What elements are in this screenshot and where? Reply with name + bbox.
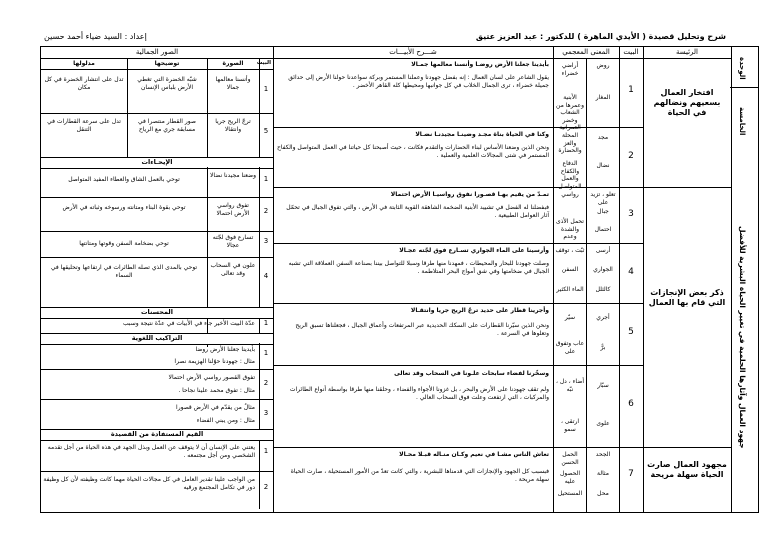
stanza-number-1: 1 bbox=[628, 85, 634, 95]
structure-line: تفوق القصور رواسي الأرض احتمالا bbox=[168, 374, 255, 381]
word: أجري bbox=[596, 314, 610, 321]
header-explanation: شـــرح الأبيـــات bbox=[389, 48, 437, 56]
word: برٌّ bbox=[600, 344, 606, 351]
value-n: 1 bbox=[263, 447, 269, 455]
word: سبّار bbox=[597, 382, 609, 389]
img-row-meaning: تدل على انتشار الخضرة في كل مكان bbox=[44, 76, 124, 91]
stanza-number-5: 5 bbox=[628, 327, 634, 337]
device-image: وضعنا مجيدنا نضالا bbox=[209, 172, 256, 179]
img-col-image: الصورة bbox=[222, 60, 244, 67]
word-meaning: الحمل الحسن bbox=[561, 451, 579, 466]
stanza-verse-4: وأرسينا على الماء الجواري تسـارع فوق لجّته عجـالا bbox=[399, 247, 549, 254]
word-meaning: ارتقى ، سمو bbox=[560, 418, 580, 433]
document-title: شرح وتحليل قصيدة ( الأيدي الماهرة ) للدكتور : عبد العزيز عتيق bbox=[475, 32, 726, 41]
lesson-vertical-strip bbox=[730, 46, 759, 513]
device-image: تسارع فوق لجّته عجالا bbox=[212, 234, 254, 249]
header-main: الرئيسة bbox=[676, 48, 698, 56]
device-text: توحي بضخامة السفن وقوتها ومتانتها bbox=[79, 240, 169, 247]
word-meaning: أراضي خضراء bbox=[561, 62, 579, 77]
word: أرسى bbox=[595, 247, 611, 254]
devices-title: الإيحـاءات bbox=[41, 157, 273, 169]
header-stanza: البيت bbox=[623, 48, 639, 56]
word: كالثلل bbox=[595, 286, 611, 293]
stanza-number-6: 6 bbox=[628, 399, 634, 409]
img-row-explain: شبّه الخضرة التي تغطي الأرض بلباس الإنسان bbox=[137, 76, 197, 91]
word: تعلو ، تزيد على bbox=[590, 191, 616, 206]
img-col-meaning: مدلولها bbox=[73, 60, 95, 67]
stanza-verse-5: وأجرينا قطار على حديد ترجّ الريح جريا وانتقـالا bbox=[410, 307, 549, 314]
device-n: 1 bbox=[263, 175, 269, 183]
stanza-verse-2: وكنا في الحياة بناة مجـد وضينـا مجيدنـا نضـالا bbox=[415, 131, 549, 138]
structure-line: مثال : ومن يبني الفضاء bbox=[196, 417, 255, 424]
device-text: توحي بالعمل الشاق والعطاء المفيد المتواصل bbox=[68, 176, 180, 183]
word-meaning: عاب وتفوق على bbox=[555, 340, 585, 355]
device-image: تفوق رواسي الأرض احتمالا bbox=[216, 202, 250, 217]
word-meaning: الحصول عليه bbox=[559, 470, 581, 485]
img-row-image: ترجّ الريح جريا وانتقالا bbox=[215, 118, 251, 133]
word-meaning: المستحيل bbox=[557, 490, 583, 497]
img-row-meaning: تدل على سرعة القطارات في التنقل bbox=[47, 118, 121, 133]
values-title: القيم المستفادة من القصيدة bbox=[41, 429, 273, 441]
img-row-n: 1 bbox=[263, 85, 269, 93]
table-header bbox=[41, 47, 731, 59]
word: الجحد bbox=[595, 451, 611, 458]
impress-n: 1 bbox=[263, 319, 269, 327]
device-image: علون في السحاب وقد تعالى bbox=[210, 262, 256, 277]
stanza-number-7: 7 bbox=[628, 469, 634, 479]
word-meaning: السفن bbox=[561, 266, 579, 273]
structure-n: 1 bbox=[263, 349, 269, 357]
unit-label: الوحدة bbox=[738, 56, 746, 80]
stanza-verse-1: بأيدينا جعلنا الأرض روضـا وأنسنا معالمها جمـالا bbox=[411, 61, 549, 68]
prepared-by: إعداد : السيد ضياء أحمد حسين bbox=[44, 32, 147, 41]
device-n: 2 bbox=[263, 207, 269, 215]
structure-line: بأيدينا جعلنا الأرض روضا bbox=[195, 346, 255, 353]
lesson-title-vertical: جهود العمال وآثارها الحلمية في تغيير الحياة البشرية للأفضل bbox=[738, 225, 747, 449]
word-meaning: الأبنية وعمرها من الشعاب وخضر العمرانية bbox=[556, 94, 584, 131]
structure-n: 3 bbox=[263, 409, 269, 417]
img-row-image: وأنسنا معالمها جمالا bbox=[215, 76, 251, 91]
main-idea-1: افتخار العمال بسعيهم ونضالهم في الحياة bbox=[653, 88, 721, 117]
stanza-explain-6: ولم تقف جهودنا على الأرض والبحر ، بل غزونا الأجواء والفضاء ، وحلقنا منها طرقا بواسطة أنواع الطائرات والمركبات ، التي ارتفعت وعلت فوق السحاب العالي . bbox=[289, 386, 549, 401]
word: جبال bbox=[597, 208, 609, 215]
word: مجد bbox=[597, 134, 609, 141]
impress-title: المحسنات bbox=[41, 307, 273, 319]
stanza-explain-5: ونحن الذين سيّرنا القطارات على السكك الحديدية عبر المرتفعات وأعماق الجبال ، فجعلناها تسبق الريح وتعلوها في السرعة . bbox=[295, 322, 549, 337]
stanza-number-4: 4 bbox=[628, 267, 634, 277]
word: محل bbox=[597, 490, 609, 497]
stanza-explain-7: فبسبب كل الجهود والإنجازات التي قدمناها للبشرية ، والتي كانت تعدّ من الأمور المستحيلة ، صارت الحياة سهلة مريحة . bbox=[290, 468, 549, 483]
main-idea-3: مجهود العمال صارت الحياة سهلة مريحة bbox=[647, 460, 727, 479]
word: روض bbox=[596, 62, 610, 69]
word-meaning: أضاء ، دل ، نبّه bbox=[555, 378, 585, 393]
word-meaning: الماء الكثير bbox=[556, 286, 584, 293]
stanza-verse-3: تمـدّ من يقيم بهـا قصـورا نفوق رواسيـا الأرض احتمالا bbox=[390, 191, 549, 198]
word-meaning: المحلة والعز والحضارة bbox=[558, 132, 582, 154]
structure-line: مثال : تفوق محمد علينا نجاحا . bbox=[178, 387, 255, 394]
structure-line: مثالٌ من يقدّم في الأرض قصورا bbox=[176, 404, 255, 411]
word: احتمال bbox=[594, 226, 612, 233]
word: المغار bbox=[595, 94, 611, 101]
impress-text: عدّة البيت الأخير جاء في الأبيات في عدّة نتيجة وسبب bbox=[123, 320, 255, 327]
stanza-explain-1: يقول الشاعر على لسان العمال : إنه بفضل جهودنا وعملنا المستمر وبركة سواعدنا حولنا الأرض إلى حدائق جميلة خضراء ، ترى الجمال الخلاب في كل جوانبها ومحيطها كله القاهر الأخضر . bbox=[288, 74, 549, 89]
word: علوى bbox=[596, 420, 610, 427]
value-n: 2 bbox=[263, 483, 269, 491]
stanza-explain-4: وصلت جهودنا للبحار والمحيطات ، فمهدنا منها طرقا وسبلا للتواصل بيننا بصناعة السفن العملاقة التي تشبه الجبال في ضخامتها وفي شق أمواج البحر المتلاطمة . bbox=[288, 260, 549, 275]
device-text: توحي بالمدى الذي تصله الطائرات في ارتفاعها وتحليقها في السماء bbox=[50, 264, 198, 279]
structure-line: مثال : جهودنا حوّلنا الهزيمة نصرا bbox=[174, 358, 255, 365]
word-meaning: تحمل الأذى والشدة وعدم bbox=[556, 218, 584, 240]
word: مثالة bbox=[597, 470, 609, 477]
stanza-explain-3: فبفضلنا له الفضل في تشييد الأبنية الضخمة الشاهقة القوية الثابتة في الأرض ، والتي تفوق الجبال في تحمّل آثار العوامل الطبيعية . bbox=[286, 204, 549, 219]
stanza-number-2: 2 bbox=[628, 151, 634, 161]
unit-fifth: الخامسة bbox=[738, 106, 746, 136]
header-images: الصور الجمالية bbox=[135, 48, 179, 56]
main-idea-2: ذكر بعض الإنجازات التي قام بها العمال bbox=[648, 288, 726, 307]
header-meaning: المعنى المعجمي bbox=[562, 48, 610, 56]
device-n: 4 bbox=[263, 272, 269, 280]
structure-n: 2 bbox=[263, 379, 269, 387]
device-n: 3 bbox=[263, 237, 269, 245]
value-text: يعتني على الإنسان أن لا يتوقف عن العمل وبذل الجهد في هذه الحياة من أجل تقدمه الشخصي ومن أجل مجتمعه . bbox=[47, 444, 255, 459]
stanza-number-3: 3 bbox=[628, 209, 634, 219]
value-text: من الواجب علينا تقدير العامل في كل مجالات الحياة مهما كانت وظيفته لأن كل وظيفة دور في تكامل المجتمع ورقيه bbox=[43, 476, 255, 491]
main-table bbox=[40, 46, 732, 513]
img-row-n: 5 bbox=[263, 127, 269, 135]
word-meaning: ثبّت ، توقف bbox=[555, 247, 585, 254]
img-col-n: البيت bbox=[256, 60, 271, 66]
word-meaning: سيّر bbox=[564, 314, 576, 321]
structures-title: التراكيب اللغوية bbox=[41, 333, 273, 345]
stanza-verse-6: وسخّرنا لفضاء سابحات علـونا في السحاب وقد تعالى bbox=[394, 370, 549, 377]
word-meaning: الدفاع والكفاح والعمل المتواصل bbox=[558, 160, 582, 190]
img-col-explain: توضيحها bbox=[154, 60, 180, 67]
device-text: توحي بقوة البناء ومتانته ورسوخه وثباته في الأرض bbox=[62, 204, 186, 211]
stanza-verse-7: تعاش الناس مشـا في نعيم وكـان منـاله قبـلا محـالا bbox=[399, 451, 549, 458]
word: الجواري bbox=[593, 266, 613, 273]
stanza-explain-2: ونحن الذين وضعنا الأساس لبناء الحضارات والتقدم فكانت ، حيث أصبحنا كل حياتنا في العمل المتواصل والكفاح المستمر في شتى المجالات العلمية والعملية . bbox=[277, 144, 549, 159]
word: نضال bbox=[596, 162, 610, 169]
title-bar bbox=[40, 32, 730, 46]
img-row-explain: صور القطار منتصرا في مسابقة جري مع الرياح bbox=[138, 118, 196, 133]
word-meaning: رواسي bbox=[561, 191, 579, 198]
